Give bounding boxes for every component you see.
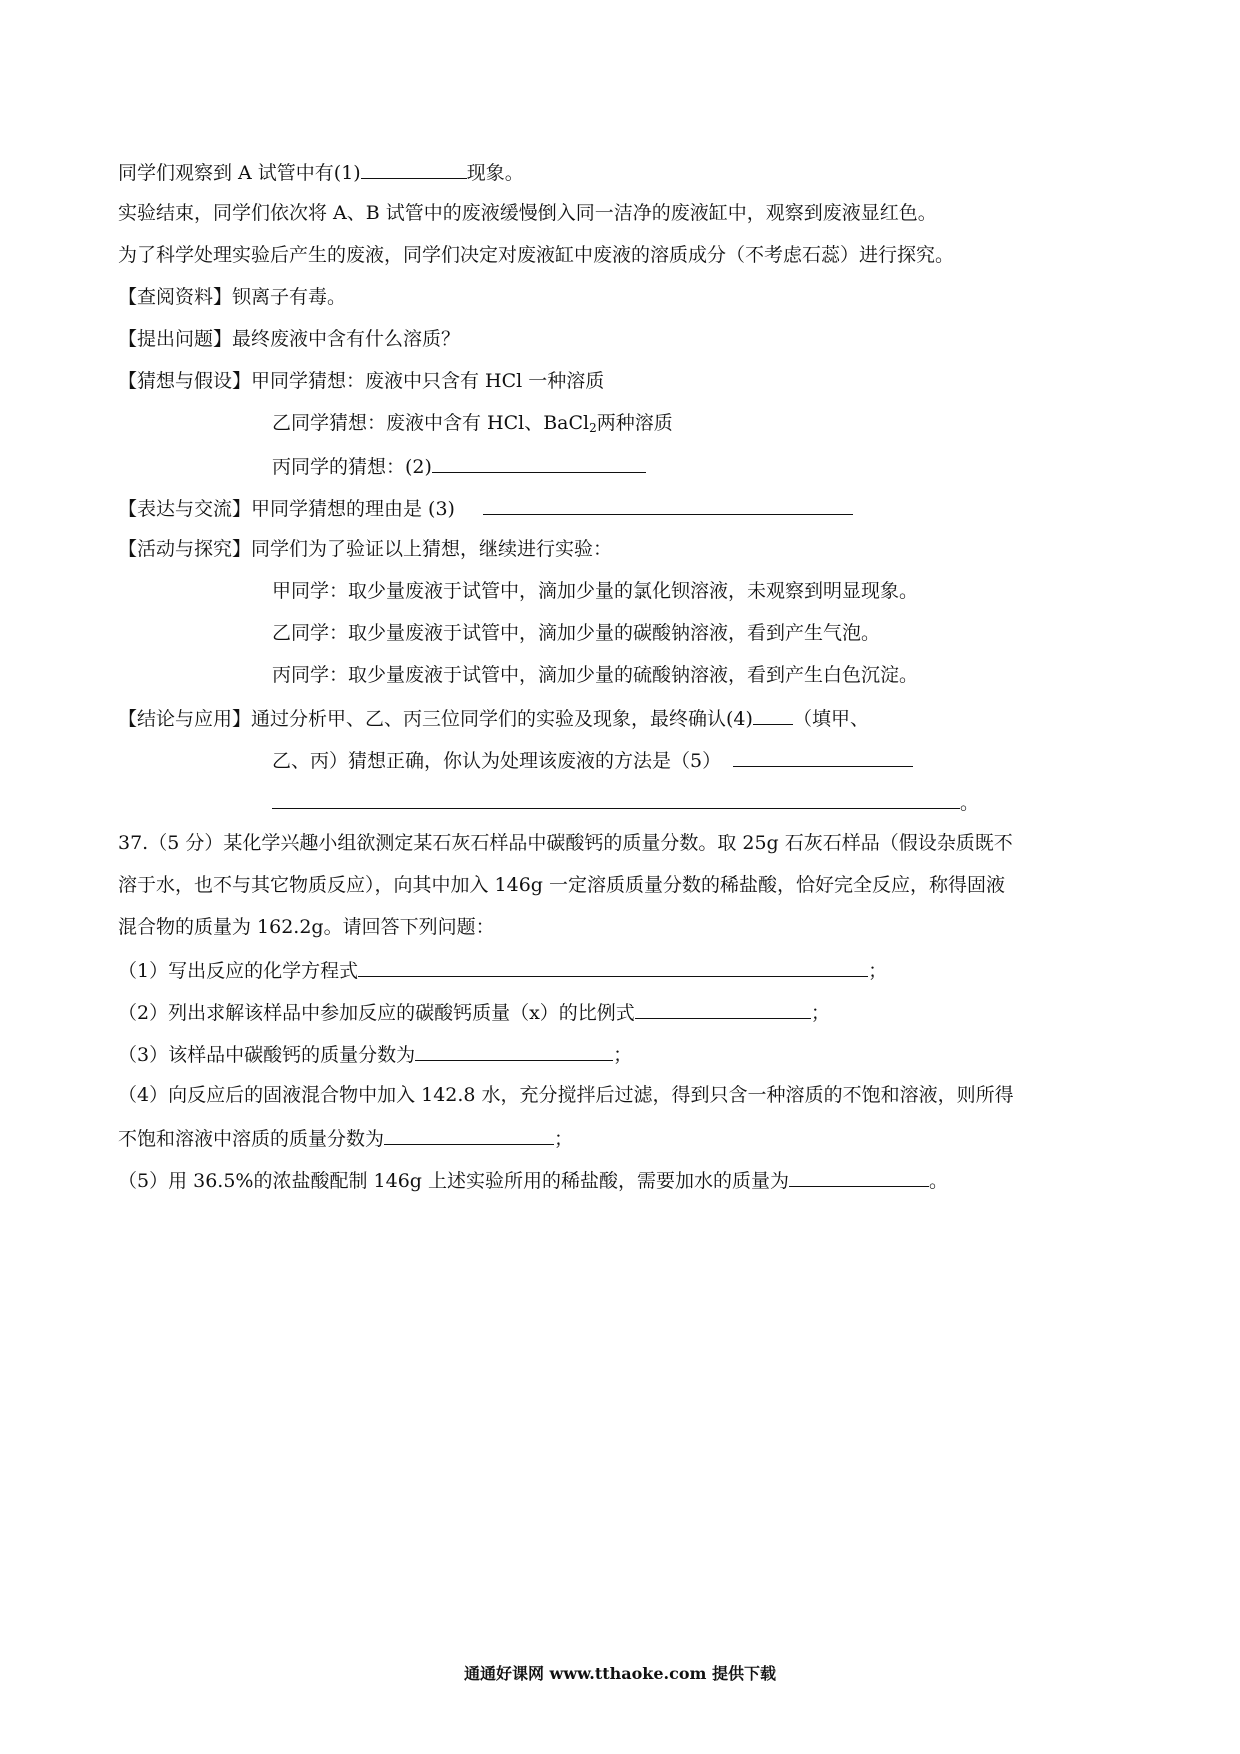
conclusion-section <box>118 704 869 732</box>
q37-sub-4-end: ； <box>554 1128 574 1150</box>
q37-sub-5-text: （5）用 36.5%的浓盐酸配制 146g 上述实验所用的稀盐酸，需要加水的质量为 <box>118 1170 789 1192</box>
explore-yi: 乙同学：取少量废液于试管中，滴加少量的碳酸钠溶液，看到产生气泡。 <box>272 622 881 644</box>
explore-text: 同学们为了验证以上猜想，继续进行实验： <box>251 538 613 560</box>
page-footer: 通通好课网 www.tthaoke.com 提供下载 <box>463 1664 777 1683</box>
conclusion-line-2 <box>272 746 913 774</box>
question-section <box>118 326 460 352</box>
conclusion-line-1-end: （填甲、 <box>792 708 869 730</box>
q37-blank-4[interactable] <box>384 1124 554 1145</box>
q37-line-3: 混合物的质量为 162.2g。请回答下列问题： <box>118 916 495 938</box>
q37-sub-3-text: （3）该样品中碳酸钙的质量分数为 <box>118 1044 416 1066</box>
q37-sub-1-end: ； <box>868 960 888 982</box>
intro-line-2: 实验结束，同学们依次将 A、B 试管中的废液缓慢倒入同一洁净的废液缸中，观察到废液显红色。 <box>118 202 937 224</box>
explore-bing: 丙同学：取少量废液于试管中，滴加少量的硫酸钠溶液，看到产生白色沉淀。 <box>272 664 919 686</box>
q37-blank-5[interactable] <box>789 1166 929 1187</box>
hypothesis-section <box>118 368 604 394</box>
q37-line-2: 溶于水，也不与其它物质反应），向其中加入 146g 一定溶质质量分数的稀盐酸，恰好完全反应，称得固液 <box>118 874 1006 896</box>
q37-sub-3 <box>118 1040 632 1068</box>
hypothesis-jia: 甲同学猜想：废液中只含有 HCl 一种溶质 <box>251 370 605 392</box>
lookup-tag: 【查阅资料】 <box>118 286 233 308</box>
hypothesis-yi-end: 两种溶质 <box>596 412 673 434</box>
hypothesis-yi-subscript: 2 <box>589 421 597 435</box>
q37-blank-2[interactable] <box>635 998 811 1019</box>
hypothesis-bing-text: 丙同学的猜想：(2) <box>272 456 432 478</box>
explore-section <box>118 536 612 562</box>
q37-sub-2 <box>118 998 830 1026</box>
answer-blank-5[interactable] <box>733 746 913 767</box>
question-text: 最终废液中含有什么溶质？ <box>232 328 461 350</box>
q37-sub-4a: （4）向反应后的固液混合物中加入 142.8 水，充分搅拌后过滤，得到只含一种溶质的不饱和溶液，则所得 <box>118 1084 1014 1106</box>
q37-sub-2-text: （2）列出求解该样品中参加反应的碳酸钙质量（x）的比例式 <box>118 1002 635 1024</box>
express-text: 甲同学猜想的理由是 (3) <box>251 498 455 520</box>
q37-sub-4b-text: 不饱和溶液中溶质的质量分数为 <box>118 1128 385 1150</box>
answer-blank-2[interactable] <box>432 452 646 473</box>
q37-sub-3-end: ； <box>613 1044 633 1066</box>
answer-blank-4[interactable] <box>753 704 793 725</box>
explore-jia: 甲同学：取少量废液于试管中，滴加少量的氯化钡溶液，未观察到明显现象。 <box>272 580 919 602</box>
q37-sub-5-end: 。 <box>929 1170 949 1192</box>
hypothesis-yi <box>272 410 673 441</box>
express-section <box>118 494 853 522</box>
answer-blank-5-continued[interactable] <box>272 788 960 809</box>
q37-sub-2-end: ； <box>810 1002 830 1024</box>
hypothesis-yi-text: 乙同学猜想：废液中含有 HCl、BaCl <box>272 412 590 434</box>
intro-line-1 <box>118 158 524 186</box>
q37-sub-1 <box>118 956 887 984</box>
conclusion-line-3 <box>272 788 979 816</box>
q37-sub-4b <box>118 1124 573 1152</box>
q37-blank-3[interactable] <box>415 1040 613 1061</box>
lookup-section <box>118 284 346 310</box>
express-tag: 【表达与交流】 <box>118 498 252 520</box>
intro-line-1-text: 同学们观察到 A 试管中有(1) <box>118 162 361 184</box>
conclusion-line-2-text: 乙、丙）猜想正确，你认为处理该废液的方法是（5） <box>272 750 722 772</box>
explore-tag: 【活动与探究】 <box>118 538 252 560</box>
q37-sub-1-text: （1）写出反应的化学方程式 <box>118 960 359 982</box>
conclusion-line-1: 通过分析甲、乙、丙三位同学们的实验及现象，最终确认(4) <box>251 708 753 730</box>
q37-line-1: 37.（5 分）某化学兴趣小组欲测定某石灰石样品中碳酸钙的质量分数。取 25g 石灰石样品（假设杂质既不 <box>118 832 1013 854</box>
intro-line-3: 为了科学处理实验后产生的废液，同学们决定对废液缸中废液的溶质成分（不考虑石蕊）进行探究。 <box>118 244 955 266</box>
conclusion-line-3-end: 。 <box>960 792 980 814</box>
lookup-text: 钡离子有毒。 <box>232 286 347 308</box>
answer-blank-1[interactable] <box>361 158 467 179</box>
hypothesis-tag: 【猜想与假设】 <box>118 370 252 392</box>
answer-blank-3[interactable] <box>483 494 853 515</box>
conclusion-tag: 【结论与应用】 <box>118 708 252 730</box>
q37-sub-5 <box>118 1166 948 1194</box>
q37-blank-1[interactable] <box>358 956 868 977</box>
intro-line-1-end: 现象。 <box>466 162 524 184</box>
hypothesis-bing <box>272 452 646 480</box>
question-tag: 【提出问题】 <box>118 328 233 350</box>
